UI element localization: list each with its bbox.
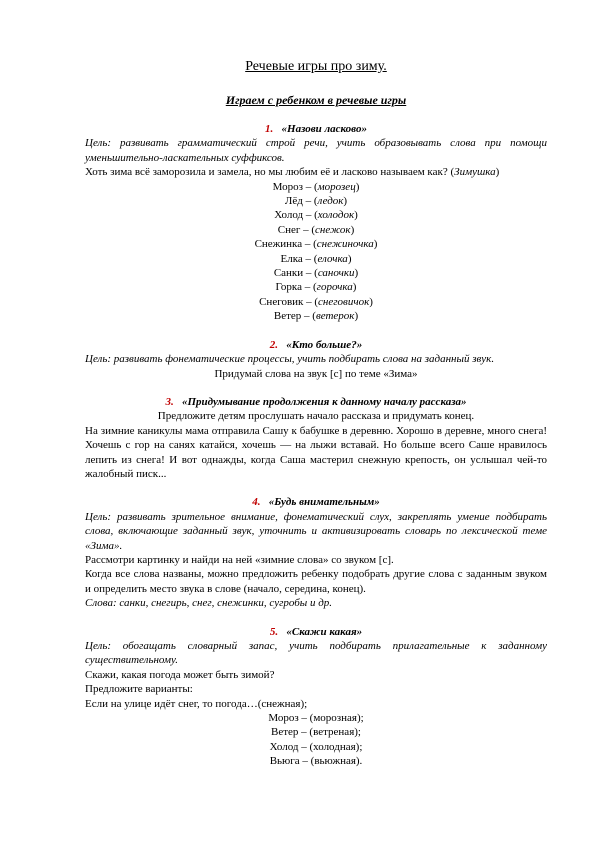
- section-2-name: «Кто больше?»: [286, 338, 363, 351]
- word-item: Елка – (елочка): [280, 252, 352, 265]
- section-4-number: 4.: [252, 496, 261, 509]
- section-4-title: [85, 495, 547, 509]
- section-5-list: [85, 711, 547, 769]
- section-2-number: 2.: [269, 338, 279, 351]
- word-item: Снеговик – (снеговичок): [259, 295, 373, 308]
- word-item: Горка – (горочка): [275, 281, 357, 294]
- word-item: Ветер – (ветерок): [273, 310, 359, 323]
- section-5-example: Если на улице идёт снег, то погода…(снежная);: [85, 697, 308, 710]
- section-4-task: Рассмотри картинку и найди на ней «зимние слова» со звуком [с].: [85, 553, 394, 566]
- section-5-name: «Скажи какая»: [286, 625, 363, 638]
- list-item: Ветер – (ветреная);: [271, 726, 361, 739]
- list-item: Холод – (холодная);: [269, 740, 363, 753]
- page-subtitle: Играем с ребенком в речевые игры: [225, 93, 407, 107]
- list-item: Мороз – (морозная);: [268, 712, 364, 725]
- section-5-number: 5.: [269, 625, 279, 638]
- list-item: Вьюга – (вьюжная).: [269, 755, 363, 768]
- section-4-goal: Цель: развивать зрительное внимание, фонематический слух, закреплять умение подбирать слова, включающие заданный звук, уточнить и активизировать словарь по лексической теме «Зима».: [85, 510, 547, 552]
- section-1-goal: Цель: развивать грамматический строй речи, учить образовывать слова при помощи уменьшительно-ласкательных суффиксов.: [85, 137, 547, 164]
- section-1-name: «Назови ласково»: [281, 123, 367, 135]
- section-4-name: «Будь внимательным»: [268, 496, 380, 509]
- document-content: [85, 58, 547, 769]
- section-5-question: Скажи, какая погода может быть зимой?: [85, 668, 275, 681]
- section-1-intro: Хоть зима всё заморозила и замела, но мы любим её и ласково называем как? (Зимушка): [85, 166, 500, 179]
- section-3-name: «Придумывание продолжения к данному началу рассказа»: [181, 395, 467, 408]
- word-item: Лёд – (ледок): [284, 195, 348, 208]
- page-title: Речевые игры про зиму.: [245, 59, 387, 74]
- section-2-goal: Цель: развивать фонематические процессы, учить подбирать слова на заданный звук.: [85, 353, 495, 366]
- word-item: Санки – (саночки): [273, 267, 359, 280]
- section-5-offer: Предложите варианты:: [85, 683, 193, 696]
- section-5-title: [85, 625, 547, 639]
- word-item: Холод – (холодок): [274, 209, 358, 222]
- section-4-words: Слова: санки, снегирь, снег, снежинки, сугробы и др.: [85, 597, 333, 610]
- section-1-title: [85, 122, 547, 136]
- section-1-number: 1.: [265, 123, 274, 135]
- section-1-word-list: [85, 180, 547, 324]
- word-item: Снежинка – (снежиночка): [254, 238, 378, 251]
- section-2-task: Придумай слова на звук [с] по теме «Зима»: [214, 367, 418, 380]
- word-item: Снег – (снежок): [277, 223, 355, 236]
- section-3-title: [85, 395, 547, 409]
- word-item: Мороз – (морозец): [272, 180, 360, 193]
- section-3-intro: Предложите детям прослушать начало рассказа и придумать конец.: [157, 410, 475, 423]
- section-3-number: 3.: [165, 395, 174, 408]
- section-2-title: [85, 338, 547, 352]
- section-3-story: На зимние каникулы мама отправила Сашу к бабушке в деревню. Хорошо в деревне, много снега! Хочешь с гор на санях катайся, хочешь — на лыжи вставай. Но больше всего Саше нравилось лепить из снега! И вот однажды, когда Саша мастерил снежную крепость, он услышал чей-то жалобный писк...: [85, 424, 547, 480]
- section-5-goal: Цель: обогащать словарный запас, учить подбирать прилагательные к заданному существительному.: [85, 640, 547, 667]
- section-4-more: Когда все слова названы, можно предложить ребенку подобрать другие слова с заданным звуком и определить место звука в слове (начало, середина, конец).: [85, 568, 547, 595]
